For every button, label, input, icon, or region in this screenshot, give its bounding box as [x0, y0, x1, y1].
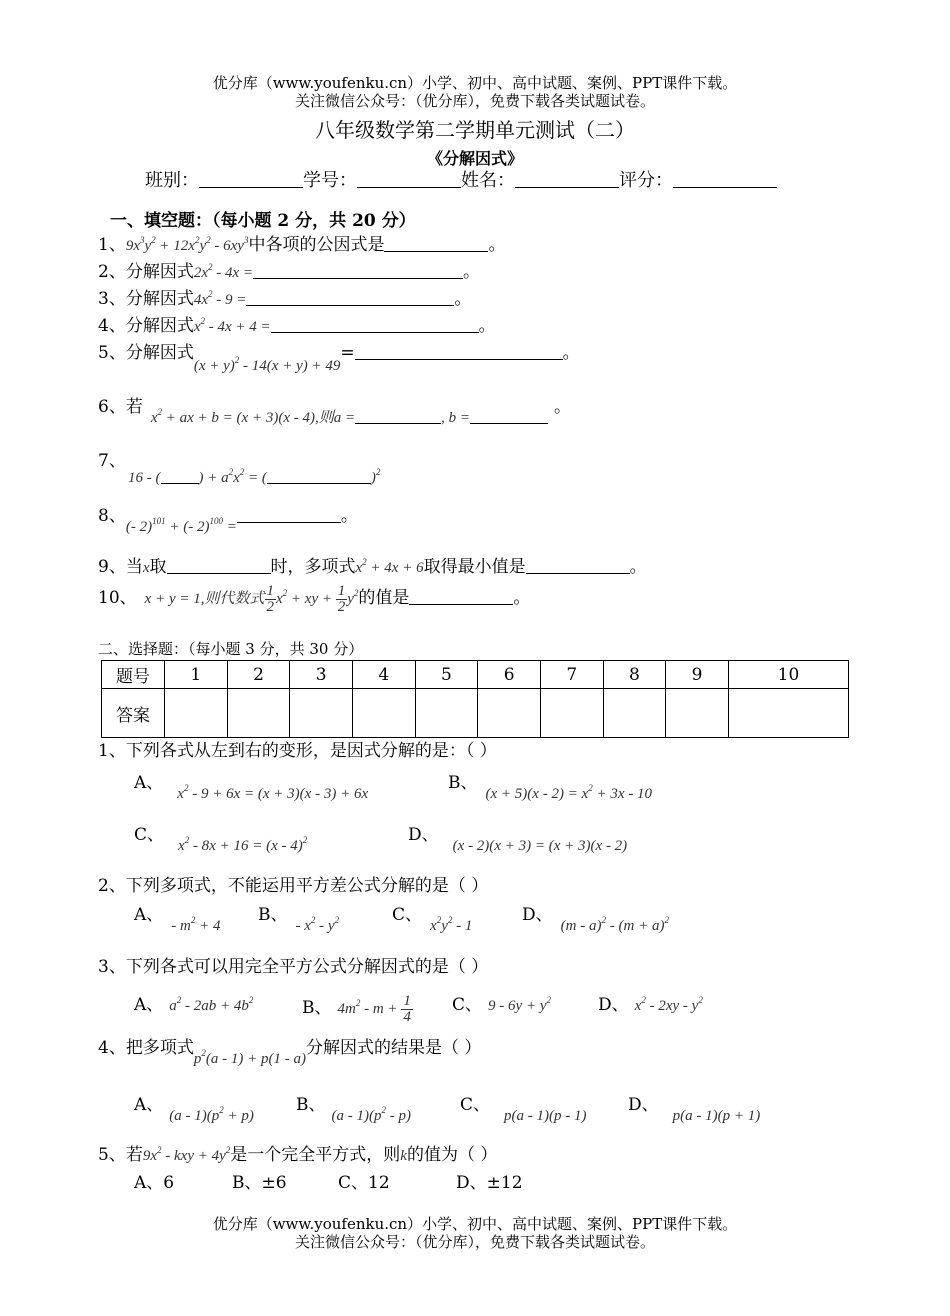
name-label: 姓名：: [461, 170, 515, 191]
choice-q4-option-d[interactable]: D、p(a - 1)(p + 1): [628, 1095, 761, 1124]
question-number-cell: 6: [478, 661, 541, 689]
q-text: 的值是: [358, 587, 410, 608]
answer-blank[interactable]: [271, 316, 479, 333]
q-number: 7、: [98, 451, 126, 471]
answer-blank[interactable]: [355, 343, 563, 360]
q-end: 。: [562, 343, 580, 363]
q-end: 。: [513, 587, 531, 608]
choice-q4-option-c[interactable]: C、p(a - 1)(p - 1): [460, 1095, 587, 1124]
answer-blank-b[interactable]: [470, 407, 548, 424]
class-label: 班别：: [145, 170, 199, 191]
choice-q3-option-c[interactable]: C、 $9 - 6y + y^2$: [452, 995, 551, 1015]
question-number-cell: 4: [352, 661, 415, 689]
answer-blank-min[interactable]: [526, 557, 630, 574]
q-text: 若: [125, 397, 143, 417]
answer-blank-x[interactable]: [167, 557, 271, 574]
choice-q1-option-c[interactable]: C、$x^2 - 8x + 16 = (x - 4)^2$: [134, 825, 308, 854]
q-text: 分解因式: [125, 316, 194, 336]
class-field[interactable]: [199, 171, 303, 188]
choice-q1-option-b[interactable]: B、$(x + 5)(x - 2) = x^2 + 3x - 10$: [448, 773, 653, 802]
q-text: 当: [125, 557, 143, 577]
footer-line-1: 优分库（www.youfenku.cn）小学、初中、高中试题、案例、PPT课件下载。: [212, 1215, 738, 1233]
answer-cell[interactable]: [290, 689, 353, 738]
answer-table: [101, 660, 849, 738]
q-text: 分解因式: [125, 262, 194, 282]
q-end: 。: [478, 316, 496, 336]
question-number-cell: 8: [603, 661, 666, 689]
answer-blank-1[interactable]: [161, 467, 199, 484]
q-number: 2、: [98, 262, 126, 282]
question-number-cell: 1: [165, 661, 228, 689]
q-number: 5、: [98, 343, 126, 363]
fill-q3: 3、分解因式$4x^2 - 9$ = 。: [98, 289, 472, 309]
answer-cell[interactable]: [227, 689, 290, 738]
q-text: 中各项的公因式是: [248, 235, 385, 255]
answer-cell[interactable]: [540, 689, 603, 738]
q-number: 10、: [98, 587, 137, 608]
fill-q9: 9、当x取 时，多项式$x^2 + 4x + 6$取得最小值是 。: [98, 557, 647, 577]
fill-q2: 2、分解因式$2x^2 - 4x$ = 。: [98, 262, 481, 282]
choice-q2-stem: 2、下列多项式，不能运用平方差公式分解的是（ ）: [98, 876, 489, 896]
q-end: 。: [554, 397, 572, 417]
header-line-1: 优分库（www.youfenku.cn）小学、初中、高中试题、案例、PPT课件下载。: [212, 74, 738, 92]
page-title: 八年级数学第二学期单元测试（二）: [315, 118, 635, 142]
section2-heading: 二、选择题：（每小题 3 分，共 30 分）: [98, 640, 364, 658]
q-text-3: 时，多项式: [270, 557, 356, 577]
header-line-2: 关注微信公众号：（优分库），免费下载各类试题试卷。: [294, 92, 655, 110]
q-text: 分解因式: [125, 289, 194, 309]
q-end: 。: [340, 506, 358, 526]
choice-q5-option-c[interactable]: C、12: [338, 1173, 390, 1193]
choice-q3-option-a[interactable]: A、 $a^2 - 2ab + 4b^2$: [134, 995, 254, 1015]
answer-cell[interactable]: [478, 689, 541, 738]
q-end: 。: [629, 557, 647, 577]
choice-q1-option-a[interactable]: A、$x^2 - 9 + 6x = (x + 3)(x - 3) + 6x$: [134, 773, 369, 802]
answer-cell[interactable]: [352, 689, 415, 738]
choice-q2-option-b[interactable]: B、- $x^2 - y^2$: [258, 905, 340, 934]
q-number: 8、: [98, 506, 126, 526]
section1-heading: 一、填空题：（每小题 2 分，共 20 分）: [110, 211, 416, 231]
answer-blank[interactable]: [237, 506, 341, 523]
q-text-4: 取得最小值是: [423, 557, 526, 577]
q-end: 。: [454, 289, 472, 309]
q-number: 4、: [98, 316, 126, 336]
id-label: 学号：: [303, 170, 357, 191]
id-field[interactable]: [357, 171, 461, 188]
choice-q4-stem: 4、把多项式$p^2(a - 1) + p(1 - a)$分解因式的结果是（ ）: [98, 1038, 482, 1067]
q-number: 1、: [98, 235, 126, 255]
choice-q4-option-b[interactable]: B、$(a - 1)(p^2 - p)$: [296, 1095, 411, 1124]
choice-q1-option-d[interactable]: D、(x - 2)(x + 3) = (x + 3)(x - 2): [408, 825, 628, 854]
fill-q7: 7、 16 - ( ) + $a^2x^2$ = ( )$^2$: [98, 451, 381, 486]
name-field[interactable]: [515, 171, 619, 188]
question-number-cell: 5: [415, 661, 478, 689]
choice-q2-option-c[interactable]: C、$x^2y^2 - 1$: [392, 905, 473, 934]
question-number-cell: 7: [540, 661, 603, 689]
fill-q10: 10、 x + y = 1,则代数式 $\frac{1}{2}$ $x^2$ + xy + $\frac{1}{2}$ $y^2$的值是 。: [98, 583, 531, 615]
fill-q4: 4、分解因式$x^2 - 4x + 4$ = 。: [98, 316, 496, 336]
question-number-cell: 2: [227, 661, 290, 689]
answer-blank-a[interactable]: [355, 407, 441, 424]
choice-q5-option-d[interactable]: D、±12: [456, 1173, 523, 1193]
choice-q1-stem: 1、下列各式从左到右的变形，是因式分解的是：（ ）: [98, 741, 497, 761]
table-answer-label: 答案: [102, 689, 165, 738]
fill-q6: 6、若$x^2$ + ax + b = (x + 3)(x - 4),则a = , b =。: [98, 397, 572, 426]
answer-blank[interactable]: [384, 235, 488, 252]
score-field[interactable]: [673, 171, 777, 188]
fill-q8: 8、(- 2)$^{101}$ + (- 2)$^{100}$ =。: [98, 506, 358, 535]
choice-q2-option-d[interactable]: D、$(m - a)^2 - (m + a)^2$: [522, 905, 669, 934]
answer-blank[interactable]: [253, 262, 463, 279]
fill-q5: 5、分解因式$(x + y)^2 - 14(x + y) + 49=$ 。: [98, 343, 580, 374]
choice-q5-option-b[interactable]: B、±6: [232, 1173, 287, 1193]
answer-cell[interactable]: [666, 689, 729, 738]
choice-q5-option-a[interactable]: A、6: [134, 1173, 175, 1193]
q-number: 9、: [98, 557, 126, 577]
fill-q1: 1、$9x^3y^2 + 12x^2y^2 - 6xy^3$中各项的公因式是 。: [98, 235, 506, 255]
choice-q3-stem: 3、下列各式可以用完全平方公式分解因式的是（ ）: [98, 957, 489, 977]
choice-q4-option-a[interactable]: A、$(a - 1)(p^2 + p)$: [134, 1095, 254, 1124]
q-number: 3、: [98, 289, 126, 309]
q-end: 。: [463, 262, 481, 282]
score-label: 评分：: [619, 170, 673, 191]
q-eq: =: [340, 343, 355, 363]
footer-line-2: 关注微信公众号：（优分库），免费下载各类试题试卷。: [294, 1233, 655, 1251]
answer-cell[interactable]: [165, 689, 228, 738]
q-text: 分解因式: [125, 343, 194, 363]
table-header-label: 题号: [102, 661, 165, 689]
answer-cell[interactable]: [728, 689, 848, 738]
choice-q3-option-b[interactable]: B、 $4m^2$ - m + $\frac{1}{4}$: [302, 993, 411, 1025]
q-number: 6、: [98, 397, 126, 417]
choice-q2-option-a[interactable]: A、- $m^2 + 4$: [134, 905, 221, 934]
answer-blank-2[interactable]: [267, 467, 371, 484]
question-number-cell: 10: [728, 661, 848, 689]
question-number-cell: 9: [666, 661, 729, 689]
answer-cell[interactable]: [603, 689, 666, 738]
choice-q5-stem: 5、若$9x^2$ - kxy + $4y^2$是一个完全平方式，则k的值为（ ）: [98, 1145, 498, 1165]
choice-q3-option-d[interactable]: D、 $x^2 - 2xy - y^2$: [598, 995, 703, 1015]
q-end: 。: [488, 235, 506, 255]
answer-blank[interactable]: [409, 588, 513, 605]
question-number-cell: 3: [290, 661, 353, 689]
student-info-row: [145, 170, 777, 192]
answer-cell[interactable]: [415, 689, 478, 738]
answer-blank[interactable]: [246, 289, 454, 306]
q-text-2: 取: [149, 557, 167, 577]
page-subtitle: 《分解因式》: [426, 149, 523, 168]
